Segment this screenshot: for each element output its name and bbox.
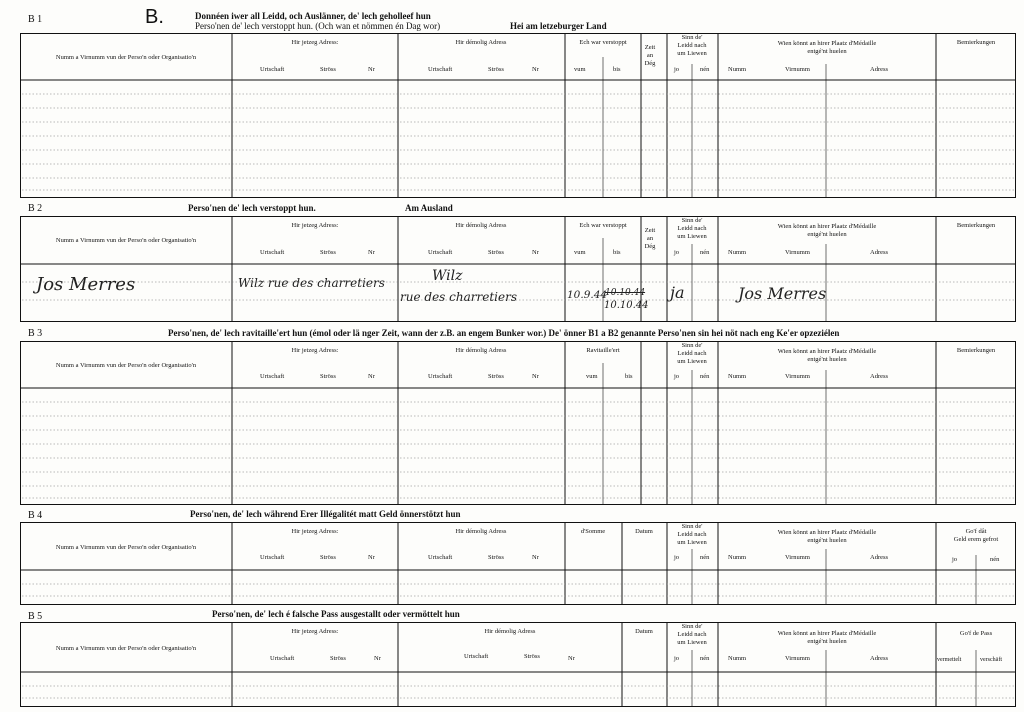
col-suffered-header-3: um Liewen — [677, 358, 707, 365]
col-medal-address-header: Adress — [870, 249, 889, 256]
col-name-header: Numm a Virnumm vun der Perso'n oder Organisatio'n — [55, 362, 197, 369]
col-money-header-1: Go'f dât — [965, 528, 987, 535]
col-time-header-2: an — [646, 52, 654, 59]
col-nr-header: Nr — [532, 554, 539, 561]
col-town-header: Urtschaft — [270, 655, 295, 662]
section-b2-region: Am Ausland — [405, 203, 453, 213]
col-suffered-header-3: um Liewen — [677, 639, 707, 646]
col-street-header: Ströss — [524, 653, 540, 660]
col-medal-address-header: Adress — [870, 655, 889, 662]
col-suffered-header-2: Leidd nach — [677, 225, 707, 232]
col-no-header: nén — [700, 249, 710, 256]
col-town-header: Urtschaft — [428, 249, 453, 256]
col-medal-header-2: entgé'nt huelen — [807, 48, 847, 55]
col-medal-header-1: Wien könnt an hirer Plaatz d'Médaille — [777, 223, 877, 230]
col-medal-address-header: Adress — [870, 66, 889, 73]
entry-current-address-handwritten: Wilz rue des charretiers — [238, 276, 385, 290]
entry-alive-yes-handwritten: ja — [670, 283, 685, 302]
col-former-address-header: Hir démolig Adress — [455, 39, 507, 46]
col-medal-header-2: entgé'nt huelen — [807, 537, 847, 544]
col-suffered-header-3: um Liewen — [677, 233, 707, 240]
col-medal-name-header: Numm — [728, 554, 747, 561]
col-hidden-header: Ech war verstoppt — [579, 39, 627, 46]
col-nr-header: Nr — [532, 373, 539, 380]
col-street-header: Ströss — [320, 66, 336, 73]
col-name-header: Numm a Virnumm vun der Perso'n oder Organisatio'n — [55, 544, 197, 551]
col-no-header: nén — [700, 655, 710, 662]
col-town-header: Urtschaft — [260, 66, 285, 73]
col-date-header: Datum — [635, 528, 653, 535]
col-nr-header: Nr — [568, 655, 575, 662]
col-suffered-header-3: um Liewen — [677, 50, 707, 57]
col-pass-obtained-header: verschäft — [980, 657, 1002, 663]
col-name-header: Numm a Virnumm vun der Perso'n oder Organisatio'n — [55, 645, 197, 652]
col-medal-first-header: Virnumm — [785, 66, 810, 73]
col-street-header: Ströss — [488, 373, 504, 380]
col-from-header: vum — [574, 66, 586, 73]
col-town-header: Urtschaft — [428, 373, 453, 380]
entry-hidden-to-handwritten: 10.10.44 — [604, 300, 649, 311]
section-b2-title: Perso'nen de' lech verstoppt hun. — [188, 203, 316, 213]
col-suffered-header-2: Leidd nach — [677, 42, 707, 49]
col-street-header: Ströss — [320, 554, 336, 561]
col-town-header: Urtschaft — [428, 554, 453, 561]
col-former-address-header: Hir démolig Adress — [455, 347, 507, 354]
col-from-header: vum — [586, 373, 598, 380]
entry-former-street-handwritten: rue des charretiers — [400, 290, 517, 304]
col-current-address-header: Hir jetzeg Adress: — [291, 39, 339, 46]
col-suffered-header-1: Sinn de' — [681, 342, 703, 349]
section-b2-id: B 2 — [28, 203, 43, 214]
col-money-header-2: Geld erem gefrot — [953, 536, 999, 543]
col-street-header: Ströss — [320, 373, 336, 380]
col-medal-header-2: entgé'nt huelen — [807, 356, 847, 363]
col-medal-first-header: Virnumm — [785, 373, 810, 380]
col-street-header: Ströss — [488, 66, 504, 73]
col-town-header: Urtschaft — [464, 653, 489, 660]
col-remarks-header: Bemierkungen — [956, 39, 996, 46]
col-money-yes-header: jo — [952, 556, 958, 563]
entry-medal-recipient-handwritten: Jos Merres — [738, 284, 827, 303]
col-medal-header-2: entgé'nt huelen — [807, 638, 847, 645]
col-to-header: bis — [613, 66, 621, 73]
col-time-header-1: Zeit — [644, 44, 656, 51]
col-suffered-header-2: Leidd nach — [677, 531, 707, 538]
col-money-no-header: nén — [990, 556, 1000, 563]
col-medal-header-2: entgé'nt huelen — [807, 231, 847, 238]
col-suffered-header-1: Sinn de' — [681, 217, 703, 224]
col-medal-first-header: Virnumm — [785, 554, 810, 561]
col-former-address-header: Hir démolig Adress — [455, 222, 507, 229]
col-suffered-header-2: Leidd nach — [677, 350, 707, 357]
col-pass-issued-header: vermettelt — [937, 657, 962, 663]
col-street-header: Ströss — [330, 655, 346, 662]
col-medal-header-1: Wien könnt an hirer Plaatz d'Médaille — [777, 40, 877, 47]
col-from-header: vum — [574, 249, 586, 256]
col-to-header: bis — [625, 373, 633, 380]
section-b4-id: B 4 — [28, 510, 43, 521]
col-yes-header: jo — [674, 249, 680, 256]
section-b3-id: B 3 — [28, 328, 43, 339]
col-street-header: Ströss — [488, 249, 504, 256]
section-b1-region: Hei am letzeburger Land — [510, 21, 607, 31]
col-nr-header: Nr — [374, 655, 381, 662]
section-b5-id: B 5 — [28, 611, 43, 622]
col-name-header: Numm a Virnumm vun der Perso'n oder Organisatio'n — [55, 54, 197, 61]
col-no-header: nén — [700, 554, 710, 561]
col-town-header: Urtschaft — [260, 554, 285, 561]
col-town-header: Urtschaft — [260, 249, 285, 256]
col-current-address-header: Hir jetzeg Adress: — [291, 628, 339, 635]
col-suffered-header-1: Sinn de' — [681, 34, 703, 41]
col-medal-name-header: Numm — [728, 655, 747, 662]
col-medal-name-header: Numm — [728, 66, 747, 73]
col-suffered-header-1: Sinn de' — [681, 523, 703, 530]
col-time-header-3: Dég — [644, 243, 656, 250]
col-hidden-header: Ech war verstoppt — [579, 222, 627, 229]
col-yes-header: jo — [674, 554, 680, 561]
section-b4-title: Perso'nen, de' lech während Erer Illégalitét matt Geld önnerstötzt hun — [190, 509, 461, 519]
col-yes-header: jo — [674, 373, 680, 380]
section-b5-title: Perso'nen, de' lech é falsche Pass ausgestallt oder vermöttelt hun — [212, 609, 460, 619]
col-medal-address-header: Adress — [870, 554, 889, 561]
col-no-header: nén — [700, 66, 710, 73]
entry-name-handwritten: Jos Merres — [36, 274, 136, 295]
col-street-header: Ströss — [320, 249, 336, 256]
col-nr-header: Nr — [368, 554, 375, 561]
col-nr-header: Nr — [368, 249, 375, 256]
col-nr-header: Nr — [368, 373, 375, 380]
col-no-header: nén — [700, 373, 710, 380]
entry-former-town-handwritten: Wilz — [432, 268, 463, 284]
col-remarks-header: Bemierkungen — [956, 222, 996, 229]
col-suffered-header-2: Leidd nach — [677, 631, 707, 638]
col-pass-header: Go'f de Pass — [959, 630, 993, 637]
col-former-address-header: Hir démolig Adress — [455, 528, 507, 535]
col-current-address-header: Hir jetzeg Adress: — [291, 347, 339, 354]
col-to-header: bis — [613, 249, 621, 256]
col-nr-header: Nr — [532, 66, 539, 73]
col-medal-address-header: Adress — [870, 373, 889, 380]
col-medal-first-header: Virnumm — [785, 249, 810, 256]
col-former-address-header: Hir démolig Adress — [484, 628, 536, 635]
col-current-address-header: Hir jetzeg Adress: — [291, 528, 339, 535]
col-medal-name-header: Numm — [728, 249, 747, 256]
col-time-header-1: Zeit — [644, 227, 656, 234]
col-supplied-header: Ravitaille'ert — [586, 347, 620, 354]
col-town-header: Urtschaft — [428, 66, 453, 73]
col-date-header: Datum — [635, 628, 653, 635]
col-street-header: Ströss — [488, 554, 504, 561]
col-yes-header: jo — [674, 66, 680, 73]
col-nr-header: Nr — [532, 249, 539, 256]
section-b1-title-line1: Donnéen iwer all Leidd, och Auslänner, de' lech geholleef hun — [195, 11, 431, 21]
col-yes-header: jo — [674, 655, 680, 662]
col-nr-header: Nr — [368, 66, 375, 73]
col-medal-first-header: Virnumm — [785, 655, 810, 662]
col-town-header: Urtschaft — [260, 373, 285, 380]
section-b1-id: B 1 — [28, 14, 43, 25]
col-medal-header-1: Wien könnt an hirer Plaatz d'Médaille — [777, 348, 877, 355]
col-suffered-header-1: Sinn de' — [681, 623, 703, 630]
col-time-header-3: Dég — [644, 60, 656, 67]
col-time-header-2: an — [646, 235, 654, 242]
entry-hidden-from-handwritten: 10.9.44 — [567, 289, 608, 301]
col-name-header: Numm a Virnumm vun der Perso'n oder Organisatio'n — [55, 237, 197, 244]
section-b2-table — [20, 216, 1016, 322]
col-medal-header-1: Wien könnt an hirer Plaatz d'Médaille — [777, 630, 877, 637]
entry-hidden-to-struck: 10.10.44 — [605, 288, 646, 298]
col-sum-header: d'Somme — [580, 528, 606, 535]
col-current-address-header: Hir jetzeg Adress: — [291, 222, 339, 229]
col-suffered-header-3: um Liewen — [677, 539, 707, 546]
col-remarks-header: Bemierkungen — [956, 347, 996, 354]
col-medal-name-header: Numm — [728, 373, 747, 380]
col-medal-header-1: Wien könnt an hirer Plaatz d'Médaille — [777, 529, 877, 536]
section-b3-title: Perso'nen, de' lech ravitaille'ert hun (émol oder lä nger Zeit, wann der z.B. an engem Bunker wor.) De' önner B1 a B2 genannte Perso'nen sin hei nöt nach eng Ke'er opzeziélen — [168, 328, 840, 338]
form-letter: B. — [145, 6, 164, 28]
section-b1-title-line2: Perso'nen de' lech verstoppt hun. (Och wan et nömmen én Dag wor) — [195, 21, 441, 31]
